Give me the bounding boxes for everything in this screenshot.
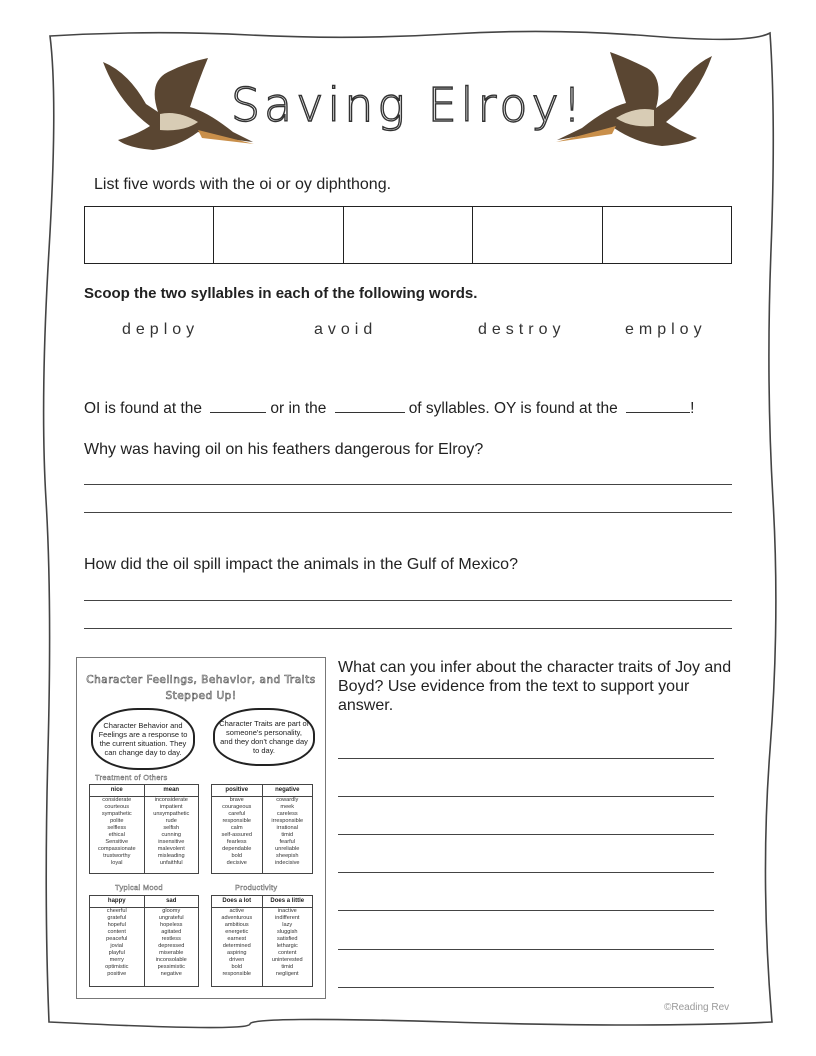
list-item: insensitive <box>158 839 185 845</box>
list-item: sheepish <box>276 853 299 859</box>
list-item: irrational <box>276 825 298 831</box>
answer-line[interactable] <box>338 834 714 835</box>
word-cell[interactable] <box>85 207 214 263</box>
answer-line[interactable] <box>338 872 714 873</box>
list-item: earnest <box>227 936 247 942</box>
q6-prompt: What can you infer about the character traits of Joy and Boyd? Use evidence from the text to support your answer. <box>338 659 732 714</box>
list-item: ambitious <box>224 922 249 928</box>
copyright-note: ©Reading Rev <box>664 1002 730 1013</box>
word-cell[interactable] <box>603 207 731 263</box>
list-item: satisfied <box>276 936 298 942</box>
word-cell[interactable] <box>344 207 473 263</box>
blank-field[interactable] <box>626 398 690 413</box>
list-item: irresponsible <box>271 818 304 824</box>
section-label: Typical Mood <box>115 883 163 892</box>
list-item: careless <box>276 811 298 817</box>
list-item: uninterested <box>271 957 303 963</box>
list-item: malevolent <box>157 846 185 852</box>
list-item: ethical <box>108 832 125 838</box>
list-item: merry <box>109 957 124 963</box>
table-header: happy <box>90 896 144 908</box>
list-item: Sensitive <box>105 839 129 845</box>
q2-prompt: Scoop the two syllables in each of the following words. <box>84 285 478 302</box>
q3-end: ! <box>690 400 695 417</box>
list-item: energetic <box>225 929 249 935</box>
list-item: agitated <box>161 929 182 935</box>
section-label: Productivity <box>235 883 278 892</box>
list-item: depressed <box>158 943 185 949</box>
list-item: trustworthy <box>103 853 131 859</box>
list-item: negative <box>160 971 182 977</box>
trait-table <box>89 895 199 987</box>
answer-line[interactable] <box>84 512 732 513</box>
trait-table <box>211 895 313 987</box>
answer-line[interactable] <box>84 484 732 485</box>
list-item: unfaithful <box>159 860 183 866</box>
character-traits-card <box>76 657 326 999</box>
list-item: compassionate <box>97 846 136 852</box>
q1-prompt: List five words with the oi or oy diphthong. <box>94 176 392 193</box>
list-item: courageous <box>222 804 252 810</box>
list-item: active <box>229 908 245 914</box>
list-item: selfish <box>163 825 180 831</box>
list-item: unsympathetic <box>153 811 190 817</box>
list-item: cheerful <box>106 908 127 914</box>
blank-field[interactable] <box>335 398 405 413</box>
syllable-word: deploy <box>122 321 200 338</box>
list-item: meek <box>280 804 295 810</box>
q5-prompt: How did the oil spill impact the animals in the Gulf of Mexico? <box>84 556 518 573</box>
list-item: loyal <box>110 860 123 866</box>
list-item: misleading <box>157 853 185 859</box>
list-item: indecisive <box>274 860 300 866</box>
list-item: driven <box>229 957 245 963</box>
blank-field[interactable] <box>210 398 266 413</box>
list-item: cunning <box>161 832 182 838</box>
list-item: bold <box>231 853 243 859</box>
card-title: Character Feelings, Behavior, and Traits Stepped Up! <box>86 674 316 702</box>
list-item: fearless <box>226 839 247 845</box>
list-item: positive <box>107 971 127 977</box>
list-item: peaceful <box>106 936 128 942</box>
word-cell[interactable] <box>473 207 602 263</box>
list-item: considerate <box>102 797 132 803</box>
list-item: cowardly <box>276 797 299 803</box>
answer-line[interactable] <box>84 600 732 601</box>
list-item: inconsolable <box>155 957 187 963</box>
answer-line[interactable] <box>338 949 714 950</box>
list-item: self-assured <box>221 832 252 838</box>
syllable-word: avoid <box>314 321 378 338</box>
table-header: nice <box>90 785 144 797</box>
list-item: hopeful <box>107 922 126 928</box>
list-item: negligent <box>275 971 299 977</box>
q3-part2: or in the <box>270 400 327 417</box>
list-item: optimistic <box>105 964 129 970</box>
table-header: sad <box>145 896 199 908</box>
list-item: fearful <box>279 839 296 845</box>
list-item: polite <box>110 818 124 824</box>
word-grid <box>84 206 732 264</box>
list-item: calm <box>230 825 243 831</box>
table-header: mean <box>145 785 199 797</box>
word-cell[interactable] <box>214 207 343 263</box>
traits-bubble: Character Traits are part of someone's personality, and they don't change day to day. <box>213 708 315 766</box>
list-item: sluggish <box>276 929 298 935</box>
list-item: timid <box>281 964 294 970</box>
list-item: impatient <box>159 804 183 810</box>
list-item: careful <box>228 811 246 817</box>
list-item: responsible <box>222 818 252 824</box>
table-header: Does a little <box>263 896 313 908</box>
q4-prompt: Why was having oil on his feathers dangerous for Elroy? <box>84 441 484 458</box>
list-item: sympathetic <box>101 811 132 817</box>
list-item: playful <box>108 950 125 956</box>
section-label: Treatment of Others <box>95 773 168 782</box>
list-item: pessimistic <box>157 964 185 970</box>
list-item: decisive <box>226 860 247 866</box>
list-item: ungrateful <box>158 915 184 921</box>
list-item: miserable <box>159 950 184 956</box>
list-item: dependable <box>222 846 252 852</box>
trait-table <box>211 784 313 874</box>
behavior-bubble: Character Behavior and Feelings are a response to the current situation. They can change day to day. <box>91 708 195 770</box>
answer-line[interactable] <box>338 758 714 759</box>
answer-line[interactable] <box>338 987 714 988</box>
list-item: determined <box>222 943 251 949</box>
list-item: adventurous <box>221 915 253 921</box>
list-item: rude <box>165 818 177 824</box>
list-item: lazy <box>282 922 293 928</box>
list-item: hopeless <box>160 922 183 928</box>
list-item: timid <box>281 832 294 838</box>
q3-part1: OI is found at the <box>84 400 203 417</box>
trait-table <box>89 784 199 874</box>
list-item: grateful <box>107 915 127 921</box>
syllable-word: employ <box>625 321 707 338</box>
table-header: negative <box>263 785 313 797</box>
list-item: gloomy <box>162 908 181 914</box>
list-item: bold <box>231 964 243 970</box>
list-item: jovial <box>110 943 124 949</box>
list-item: inactive <box>277 908 297 914</box>
answer-line[interactable] <box>338 910 714 911</box>
list-item: content <box>278 950 297 956</box>
list-item: selfless <box>107 825 127 831</box>
list-item: restless <box>161 936 181 942</box>
page-title: Saving Elroy! <box>230 78 586 132</box>
list-item: aspiring <box>226 950 247 956</box>
table-header: Does a lot <box>212 896 262 908</box>
syllable-word: destroy <box>478 321 566 338</box>
list-item: lethargic <box>276 943 298 949</box>
list-item: content <box>107 929 126 935</box>
answer-line[interactable] <box>84 628 732 629</box>
list-item: unreliable <box>275 846 300 852</box>
list-item: responsible <box>222 971 252 977</box>
q3-part3: of syllables. OY is found at the <box>408 400 618 417</box>
q3-sentence <box>84 398 694 418</box>
list-item: courteous <box>104 804 130 810</box>
list-item: inconsiderate <box>154 797 188 803</box>
list-item: indifferent <box>275 915 300 921</box>
list-item: brave <box>229 797 244 803</box>
table-header: positive <box>212 785 262 797</box>
answer-line[interactable] <box>338 796 714 797</box>
